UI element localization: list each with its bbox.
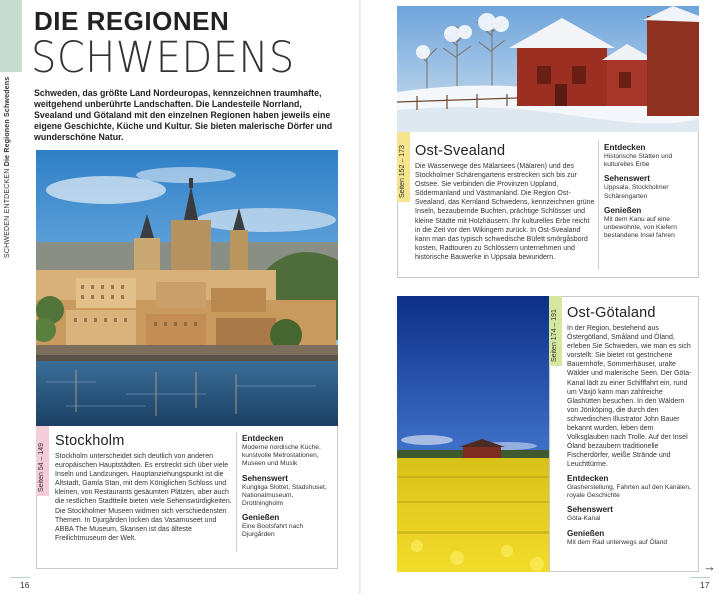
footer-rule-left	[10, 577, 30, 578]
next-page-arrow-icon[interactable]: →	[703, 559, 716, 574]
stockholm-photo	[36, 150, 338, 426]
ostsvealand-body: Die Wasserwege des Mälarsees (Mälaren) und des Stockholmer Schärengartens erstrecken sich bis zur Ostsee. Sie verbinden die Provinzen Uppland, Södermanland und Västmanland. Die Region Ost-Svealand, das Kernland Schwedens, kennzeichnen grüne Inseln, bezaubernde Buchten, prächtige Schlösser und kleine Städte mit Holzhäusern. Ihr kulturelles Erbe reicht in die Zeit vor den Wikingern zurück. In Ost-Svealand kann man das typisch schwedische Büfett smörgåsbord kosten, Radtouren zu Schlössern unternehmen und historische Bauwerke in Uppsala bewundern.	[415, 163, 595, 261]
ostsvealand-entdecken-heading: Entdecken	[604, 143, 646, 152]
running-side-label	[4, 78, 18, 258]
ostsvealand-geniessen-heading: Genießen	[604, 205, 642, 215]
stockholm-body: Stockholm unterscheidet sich deutlich von anderen europäischen Hauptstädten. Es erstreckt sich über viele Inseln und Landzungen. Hauptanziehungspunkt ist die Altstadt, Gamla Stan, mit dem Königlichen Schloss und kleinen, von Restaurants gesäumten Plätzen, aber auch die restlichen Stadtteile bieten viele Sehenswürdigkeiten. Die Stockholmer Museen widmen sich verschiedensten Themen. In Djurgården locken das Vasamuseet und ABBA The Museum, Skansen ist das älteste Freilichtmuseum der Welt.	[55, 453, 232, 542]
page-title-line2: SCHWEDENS	[31, 33, 295, 83]
stockholm-sehenswert-heading: Sehenswert	[242, 473, 288, 483]
ostgotaland-pages: Seiten 174 – 191	[551, 309, 558, 362]
ostgotaland-sehenswert-text: Göta-Kanal	[567, 515, 601, 523]
stockholm-divider	[236, 432, 237, 552]
ostsvealand-divider	[598, 140, 599, 270]
ostsvealand-title: Ost-Svealand	[415, 143, 506, 159]
page-title-line1: DIE REGIONEN	[34, 6, 230, 36]
ostsvealand-pages: Seiten 152 – 173	[399, 145, 406, 198]
side-label-section: SCHWEDEN ENTDECKEN	[4, 168, 11, 258]
stockholm-geniessen-text: Eine Bootsfahrt nach Djurgården	[242, 523, 304, 539]
ostsvealand-sehenswert-heading: Sehenswert	[604, 174, 650, 184]
stockholm-entdecken-text: Moderne nordische Küche, kunstvolle Metrostationen, Museen und Musik	[242, 444, 321, 468]
ostsvealand-info	[604, 143, 696, 240]
ostgotaland-photo	[397, 296, 549, 572]
ostsvealand-entdecken-text: Historische Stätten und kulturelles Erbe	[604, 153, 673, 169]
ostgotaland-geniessen-heading: Genießen	[567, 528, 605, 538]
ostgotaland-entdecken-text: Glasherstellung, Fahrten auf den Kanälen, royale Geschichte	[567, 484, 691, 500]
ostgotaland-page-tab	[549, 296, 562, 366]
page-number-left: 16	[20, 580, 30, 590]
ostsvealand-geniessen-text: Mit dem Kanu auf eine unbewohnte, von Kiefern bestandene Insel fahren	[604, 215, 677, 240]
stockholm-entdecken-heading: Entdecken	[242, 434, 284, 443]
ostgotaland-body: In der Region, bestehend aus Östergötland, Småland und Öland, erleben Sie Schweden, wie man es sich vorstellt: Sie bietet rot gestrichene Bauernhöfe, Sommerhäuser, uralte Wälder und malerische Seen. Der Göta-Kanal lädt zu einer Schifffahrt ein, rund um Växjö kann man zahlreiche Glashütten besuchen. In den Wäldern von Jönköping, die durch den schwedischen Illustrator John Bauer bekannt wurden, leben dem Volksglauben nach Trolle. Auf der Insel Öland bezaubern traditionelle Fischerdörfer, weiße Strände und Leuchttürme.	[567, 325, 692, 469]
footer-rule-right	[690, 577, 710, 578]
ostgotaland-title: Ost-Götaland	[567, 305, 656, 321]
ostgotaland-sehenswert-heading: Sehenswert	[567, 505, 613, 515]
ostgotaland-info	[567, 474, 695, 547]
ostgotaland-geniessen-text: Mit dem Rad unterwegs auf Öland	[567, 538, 668, 546]
page-gutter	[359, 0, 361, 594]
stockholm-title: Stockholm	[55, 433, 125, 449]
stockholm-sehenswert-text: Kungliga Slottet, Stadshuset, Nationalmuseum, Drottningholm	[242, 483, 327, 508]
ostsvealand-photo	[397, 6, 699, 132]
stockholm-page-tab	[36, 426, 49, 496]
side-label-topic: Die Regionen Schwedens	[4, 76, 11, 167]
intro-paragraph: Schweden, das größte Land Nordeuropas, kennzeichnen traumhafte, weitgehend unberührte Landschaften. Die Landesteile Norrland, Svealand und Götaland mit den einzelnen Regionen haben jeweils eine eigene Geschichte, Küche und Kultur. Sie bieten malerische Dörfer und wunderschöne Natur.	[34, 88, 333, 142]
stockholm-pages: Seiten 54 – 149	[38, 442, 45, 492]
stockholm-geniessen-heading: Genießen	[242, 513, 280, 523]
ostgotaland-entdecken-heading: Entdecken	[567, 474, 609, 483]
page-number-right: 17	[700, 580, 710, 590]
ostsvealand-page-tab	[397, 132, 410, 202]
ostsvealand-sehenswert-text: Uppsala, Stockholmer Schärengarten	[604, 184, 669, 200]
stockholm-info	[242, 434, 334, 540]
chapter-color-tab	[0, 0, 22, 72]
